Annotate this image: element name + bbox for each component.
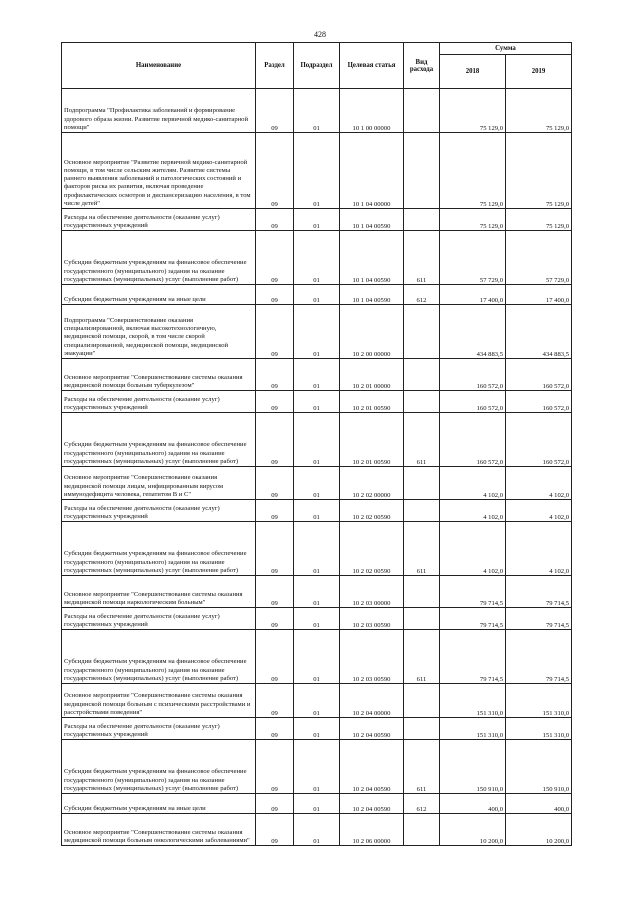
row-amount-2019: 79 714,5 [506,630,572,684]
table-row [62,89,572,133]
row-amount-2018: 17 400,0 [440,285,506,305]
row-celevaya: 10 2 02 00000 [340,467,404,500]
row-vid: 612 [404,794,440,814]
row-podrazdel: 01 [294,740,340,794]
row-podrazdel: 01 [294,391,340,413]
row-celevaya: 10 2 04 00000 [340,684,404,718]
row-name: Основное мероприятие "Совершенствование системы оказания медицинской помощи больным с психическими расстройствами и расстройствами поведения" [62,684,256,718]
row-celevaya: 10 2 03 00590 [340,630,404,684]
row-razdel: 09 [256,231,294,285]
row-vid [404,359,440,391]
row-name: Расходы на обеспечение деятельности (оказание услуг) государственных учреждений [62,209,256,231]
header-year-2018: 2018 [440,55,506,89]
row-razdel: 09 [256,467,294,500]
row-celevaya: 10 2 04 00590 [340,718,404,740]
row-amount-2018: 57 729,0 [440,231,506,285]
row-amount-2018: 160 572,0 [440,359,506,391]
row-podrazdel: 01 [294,718,340,740]
row-amount-2019: 57 729,0 [506,231,572,285]
row-name: Расходы на обеспечение деятельности (оказание услуг) государственных учреждений [62,718,256,740]
row-razdel: 09 [256,630,294,684]
row-celevaya: 10 1 04 00000 [340,133,404,209]
row-vid [404,209,440,231]
table-row [62,814,572,846]
row-celevaya: 10 2 00 00000 [340,305,404,359]
row-podrazdel: 01 [294,133,340,209]
row-vid [404,305,440,359]
table-row [62,794,572,814]
row-amount-2019: 400,0 [506,794,572,814]
table-row [62,740,572,794]
table-row [62,500,572,522]
row-vid: 611 [404,522,440,576]
row-razdel: 09 [256,209,294,231]
row-amount-2019: 151 310,0 [506,718,572,740]
row-vid [404,133,440,209]
row-name: Субсидии бюджетным учреждениям на финансовое обеспечение государственного (муниципального) задания на оказание государственных (муниципальных) услуг (выполнение работ) [62,413,256,467]
table-row [62,522,572,576]
row-podrazdel: 01 [294,285,340,305]
row-amount-2019: 160 572,0 [506,391,572,413]
row-celevaya: 10 2 02 00590 [340,500,404,522]
page-number: 428 [314,30,326,39]
table-row [62,391,572,413]
row-razdel: 09 [256,391,294,413]
table-row [62,305,572,359]
row-podrazdel: 01 [294,522,340,576]
header-year-2019: 2019 [506,55,572,89]
row-name: Расходы на обеспечение деятельности (оказание услуг) государственных учреждений [62,500,256,522]
table-row [62,285,572,305]
row-amount-2018: 4 102,0 [440,500,506,522]
row-amount-2019: 150 910,0 [506,740,572,794]
row-celevaya: 10 1 04 00590 [340,285,404,305]
row-podrazdel: 01 [294,467,340,500]
header-name: Наименование [62,43,256,89]
row-razdel: 09 [256,285,294,305]
row-amount-2019: 79 714,5 [506,608,572,630]
row-amount-2019: 151 310,0 [506,684,572,718]
table-body [62,89,572,846]
row-vid [404,500,440,522]
row-amount-2018: 434 883,5 [440,305,506,359]
row-amount-2019: 79 714,5 [506,576,572,608]
row-amount-2019: 4 102,0 [506,467,572,500]
row-celevaya: 10 2 06 00000 [340,814,404,846]
row-vid: 611 [404,740,440,794]
row-razdel: 09 [256,576,294,608]
row-podrazdel: 01 [294,814,340,846]
row-vid [404,608,440,630]
row-name: Основное мероприятие "Совершенствование оказания медицинской помощи лицам, инфицированным вирусом иммунодефицита человека, гепатитом В и С" [62,467,256,500]
row-celevaya: 10 2 03 00000 [340,576,404,608]
row-podrazdel: 01 [294,209,340,231]
row-razdel: 09 [256,608,294,630]
row-name: Субсидии бюджетным учреждениям на финансовое обеспечение государственного (муниципального) задания на оказание государственных (муниципальных) услуг (выполнение работ) [62,630,256,684]
row-podrazdel: 01 [294,500,340,522]
row-amount-2018: 160 572,0 [440,391,506,413]
row-celevaya: 10 1 04 00590 [340,209,404,231]
row-amount-2018: 400,0 [440,794,506,814]
row-name: Субсидии бюджетным учреждениям на финансовое обеспечение государственного (муниципального) задания на оказание государственных (муниципальных) услуг (выполнение работ) [62,231,256,285]
row-amount-2018: 75 129,0 [440,209,506,231]
row-name: Субсидии бюджетным учреждениям на финансовое обеспечение государственного (муниципального) задания на оказание государственных (муниципальных) услуг (выполнение работ) [62,522,256,576]
row-razdel: 09 [256,133,294,209]
table-row [62,630,572,684]
row-name: Субсидии бюджетным учреждениям на финансовое обеспечение государственного (муниципального) задания на оказание государственных (муниципальных) услуг (выполнение работ) [62,740,256,794]
row-amount-2018: 151 310,0 [440,718,506,740]
row-razdel: 09 [256,814,294,846]
row-name: Основное мероприятие "Развитие первичной медико-санитарной помощи, в том числе сельским жителям. Развитие системы раннего выявления заболеваний и патологических состояний и факторов риска их развития, включая проведение профилактических осмотров и диспансеризацию населения, в том числе детей" [62,133,256,209]
row-razdel: 09 [256,89,294,133]
table-row [62,718,572,740]
row-vid [404,89,440,133]
row-name: Субсидии бюджетным учреждениям на иные цели [62,794,256,814]
row-celevaya: 10 2 01 00000 [340,359,404,391]
row-name: Подпрограмма "Совершенствование оказания специализированной, включая высокотехнологичную, медицинской помощи, скорой, в том числе скорой специализированной, медицинской помощи, медицинской эвакуации" [62,305,256,359]
row-vid [404,467,440,500]
row-vid [404,576,440,608]
row-amount-2018: 151 310,0 [440,684,506,718]
row-celevaya: 10 2 04 00590 [340,794,404,814]
row-celevaya: 10 2 03 00590 [340,608,404,630]
row-razdel: 09 [256,522,294,576]
table-row [62,209,572,231]
budget-table [61,42,572,846]
row-amount-2019: 4 102,0 [506,500,572,522]
row-podrazdel: 01 [294,684,340,718]
row-podrazdel: 01 [294,231,340,285]
header-podrazdel: Подраздел [294,43,340,89]
row-celevaya: 10 2 04 00590 [340,740,404,794]
header-celevaya: Целевая статья [340,43,404,89]
row-razdel: 09 [256,413,294,467]
row-razdel: 09 [256,718,294,740]
row-amount-2018: 10 200,0 [440,814,506,846]
table-row [62,467,572,500]
row-podrazdel: 01 [294,89,340,133]
row-amount-2019: 75 129,0 [506,209,572,231]
table-row [62,608,572,630]
row-amount-2018: 79 714,5 [440,576,506,608]
row-name: Расходы на обеспечение деятельности (оказание услуг) государственных учреждений [62,608,256,630]
row-vid [404,814,440,846]
row-amount-2019: 75 129,0 [506,133,572,209]
header-summa: Сумма [440,43,572,55]
row-razdel: 09 [256,684,294,718]
header-razdel: Раздел [256,43,294,89]
row-amount-2018: 75 129,0 [440,133,506,209]
row-amount-2018: 79 714,5 [440,630,506,684]
row-name: Основное мероприятие "Совершенствование системы оказания медицинской помощи наркологическим больным" [62,576,256,608]
table-row [62,359,572,391]
row-podrazdel: 01 [294,576,340,608]
row-amount-2018: 4 102,0 [440,522,506,576]
row-amount-2018: 160 572,0 [440,413,506,467]
row-amount-2018: 75 129,0 [440,89,506,133]
table-row [62,684,572,718]
row-name: Основное мероприятие "Совершенствование системы оказания медицинской помощи больным онкологическими заболеваниями" [62,814,256,846]
row-celevaya: 10 2 01 00590 [340,391,404,413]
row-name: Основное мероприятие "Совершенствование системы оказания медицинской помощи больным туберкулезом" [62,359,256,391]
row-podrazdel: 01 [294,359,340,391]
row-razdel: 09 [256,359,294,391]
row-amount-2018: 79 714,5 [440,608,506,630]
row-razdel: 09 [256,500,294,522]
row-podrazdel: 01 [294,794,340,814]
row-vid [404,391,440,413]
row-razdel: 09 [256,740,294,794]
row-celevaya: 10 2 01 00590 [340,413,404,467]
row-amount-2019: 17 400,0 [506,285,572,305]
row-vid: 612 [404,285,440,305]
row-amount-2019: 160 572,0 [506,359,572,391]
row-amount-2018: 4 102,0 [440,467,506,500]
table-row [62,413,572,467]
row-name: Подпрограмма "Профилактика заболеваний и формирование здорового образа жизни. Развитие первичной медико-санитарной помощи" [62,89,256,133]
table-row [62,576,572,608]
row-celevaya: 10 1 00 00000 [340,89,404,133]
row-vid [404,718,440,740]
row-name: Расходы на обеспечение деятельности (оказание услуг) государственных учреждений [62,391,256,413]
row-vid: 611 [404,231,440,285]
row-podrazdel: 01 [294,630,340,684]
header-vid: Вид расхода [404,43,440,89]
row-razdel: 09 [256,794,294,814]
row-celevaya: 10 2 02 00590 [340,522,404,576]
row-amount-2018: 150 910,0 [440,740,506,794]
row-amount-2019: 434 883,5 [506,305,572,359]
row-podrazdel: 01 [294,305,340,359]
row-amount-2019: 160 572,0 [506,413,572,467]
row-podrazdel: 01 [294,413,340,467]
row-vid: 611 [404,413,440,467]
row-amount-2019: 10 200,0 [506,814,572,846]
table-row [62,133,572,209]
row-amount-2019: 4 102,0 [506,522,572,576]
row-podrazdel: 01 [294,608,340,630]
row-vid: 611 [404,630,440,684]
row-name: Субсидии бюджетным учреждениям на иные цели [62,285,256,305]
table-row [62,231,572,285]
row-vid [404,684,440,718]
row-amount-2019: 75 129,0 [506,89,572,133]
row-razdel: 09 [256,305,294,359]
row-celevaya: 10 1 04 00590 [340,231,404,285]
